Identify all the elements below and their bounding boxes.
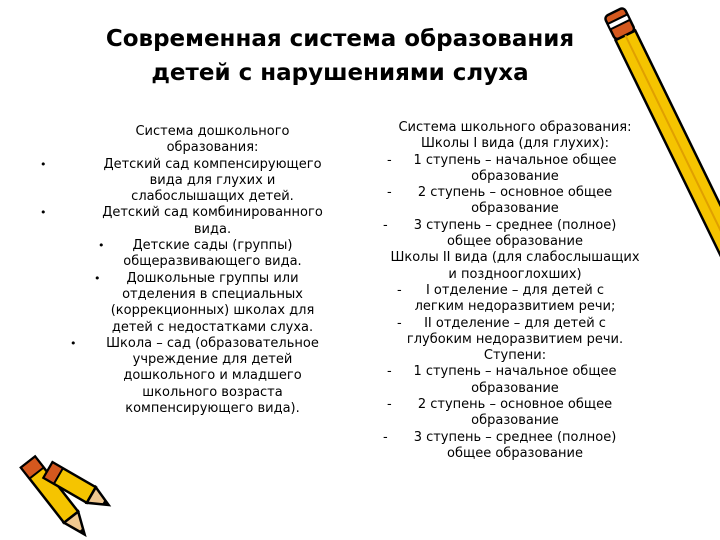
text-line: и позднооглохших) [448, 266, 582, 282]
text-line: слабослышащих детей. [131, 189, 294, 205]
dash-marker: - [383, 429, 388, 445]
bullet: • [94, 271, 101, 285]
list-item: • Дошкольные группы или [94, 270, 299, 286]
list-item: • Детские сады (группы) [98, 238, 293, 254]
dash-marker: - [383, 217, 388, 233]
bullet: • [40, 206, 47, 220]
text-line: отделения в специальных [122, 286, 303, 302]
list-item: - 1 ступень – начальное общее [387, 152, 617, 168]
list-item: - 1 ступень – начальное общее [387, 364, 617, 380]
list-item: - 2 ступень – основное общее [387, 185, 613, 201]
list-item: - II отделение – для детей с [397, 315, 606, 331]
text-line: образование [471, 201, 559, 217]
bullet: • [98, 239, 105, 253]
text-line: Ступени: [483, 348, 547, 364]
text-line: школьного возраста [142, 384, 283, 400]
text-line: вида. [193, 221, 232, 237]
title-line-2: детей с нарушениями слуха [151, 60, 529, 86]
text-line: образование [471, 168, 559, 184]
list-item: • Школа – сад (образовательное [70, 335, 319, 351]
dash-marker: - [387, 397, 392, 413]
text-line: Школы II вида (для слабослышащих [390, 250, 640, 266]
text-line: учреждение для детей [132, 352, 293, 368]
text-line: Система школьного образования: [398, 120, 632, 135]
bullet: • [40, 157, 47, 171]
text-line: Школы I вида (для глухих): [420, 136, 610, 152]
dash-marker: - [397, 282, 402, 298]
text-line: (коррекционных) школах для [110, 303, 315, 319]
text-line: детей с недостатками слуха. [111, 319, 314, 335]
pencil-icon [604, 7, 720, 502]
text-line: вида для глухих и [149, 172, 276, 188]
text-line: общеразвивающего вида. [123, 254, 302, 270]
text-line: образования: [166, 140, 259, 156]
text-line: Система дошкольного [135, 124, 290, 139]
text-line: компенсирующего вида). [125, 401, 300, 417]
text-line: легким недоразвитием речи; [414, 299, 616, 315]
list-item: • Детский сад комбинированного [40, 205, 323, 221]
list-item: - 3 ступень – среднее (полное) [383, 217, 617, 233]
text-line: образование [471, 413, 559, 429]
text-line: общее образование [447, 445, 583, 461]
text-line: дошкольного и младшего [123, 368, 302, 384]
text-line: глубоким недоразвитием речи. [406, 331, 624, 347]
text-line: образование [471, 380, 559, 396]
list-item: - 2 ступень – основное общее [387, 397, 613, 413]
title-line-1: Современная система образования [105, 26, 575, 52]
dash-marker: - [387, 364, 392, 380]
dash-marker: - [387, 185, 392, 201]
dash-marker: - [387, 152, 392, 168]
list-item: - I отделение – для детей с [397, 282, 605, 298]
text-line: общее образование [447, 234, 583, 250]
bullet: • [70, 336, 77, 350]
list-item: • Детский сад компенсирующего [40, 156, 322, 172]
dash-marker: - [397, 315, 402, 331]
list-item: - 3 ступень – среднее (полное) [383, 429, 617, 445]
